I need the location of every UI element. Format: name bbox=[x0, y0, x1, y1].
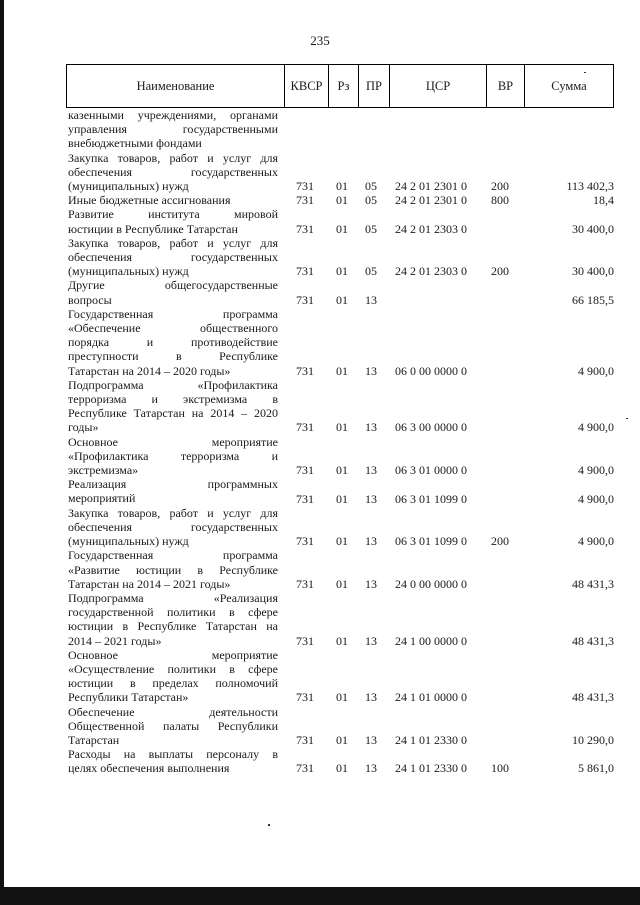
scan-speck bbox=[268, 824, 270, 826]
row-name bbox=[66, 307, 278, 378]
row-kvsr: 731 bbox=[296, 179, 314, 194]
row-kvsr: 731 bbox=[296, 576, 314, 591]
row-csr: 06 3 01 0000 0 bbox=[395, 463, 467, 478]
row-csr: 24 1 01 2330 0 bbox=[395, 732, 467, 747]
row-name-line: Татарстан bbox=[68, 732, 120, 747]
row-name bbox=[66, 477, 278, 505]
row-name bbox=[66, 108, 278, 151]
table-row bbox=[66, 435, 614, 478]
row-pr: 13 bbox=[365, 292, 377, 307]
row-name-line: «Осуществление политики в сфере bbox=[68, 661, 278, 676]
row-name bbox=[66, 435, 278, 478]
row-name-line: обеспечения государственных bbox=[68, 164, 278, 179]
row-pr: 13 bbox=[365, 633, 377, 648]
page-number: 235 bbox=[310, 33, 330, 48]
row-vr: 200 bbox=[491, 534, 509, 549]
row-rz: 01 bbox=[336, 292, 348, 307]
row-rz: 01 bbox=[336, 463, 348, 478]
row-sum: 4 900,0 bbox=[578, 463, 614, 478]
row-name-line: Государственная программа bbox=[68, 548, 278, 563]
row-name bbox=[66, 506, 278, 549]
row-name-line: терроризма и экстремизма в bbox=[68, 392, 278, 407]
row-pr: 13 bbox=[365, 463, 377, 478]
row-csr: 06 0 00 0000 0 bbox=[395, 363, 467, 378]
row-sum: 48 431,3 bbox=[572, 690, 614, 705]
row-kvsr: 731 bbox=[296, 221, 314, 236]
row-pr: 13 bbox=[365, 420, 377, 435]
row-rz: 01 bbox=[336, 221, 348, 236]
row-pr: 05 bbox=[365, 179, 377, 194]
header-vr: ВР bbox=[487, 65, 525, 107]
row-name-line: «Обеспечение общественного bbox=[68, 321, 278, 336]
row-sum: 66 185,5 bbox=[572, 292, 614, 307]
row-name-line: Развитие института мировой bbox=[68, 207, 278, 222]
row-name-line: преступности в Республике bbox=[68, 349, 278, 364]
row-name-line: Реализация программных bbox=[68, 477, 278, 492]
row-name-line: Закупка товаров, работ и услуг для bbox=[68, 505, 278, 520]
row-pr: 13 bbox=[365, 690, 377, 705]
row-kvsr: 731 bbox=[296, 193, 314, 208]
row-pr: 13 bbox=[365, 363, 377, 378]
row-name-line: вопросы bbox=[68, 292, 112, 307]
table-row bbox=[66, 591, 614, 648]
table-row bbox=[66, 548, 614, 591]
row-name-line: Республики Татарстан» bbox=[68, 690, 189, 705]
header-name: Наименование bbox=[67, 65, 285, 107]
table-row bbox=[66, 747, 614, 775]
row-pr: 13 bbox=[365, 491, 377, 506]
row-name-line: целях обеспечения выполнения bbox=[68, 761, 230, 776]
row-sum: 4 900,0 bbox=[578, 363, 614, 378]
row-rz: 01 bbox=[336, 761, 348, 776]
row-vr: 200 bbox=[491, 264, 509, 279]
row-csr: 24 1 00 0000 0 bbox=[395, 633, 467, 648]
row-sum: 4 900,0 bbox=[578, 491, 614, 506]
row-rz: 01 bbox=[336, 179, 348, 194]
table-row bbox=[66, 278, 614, 306]
row-csr: 24 0 00 0000 0 bbox=[395, 576, 467, 591]
row-name bbox=[66, 591, 278, 648]
row-name bbox=[66, 193, 278, 207]
row-name bbox=[66, 236, 278, 279]
table-row bbox=[66, 307, 614, 378]
row-kvsr: 731 bbox=[296, 732, 314, 747]
row-name-line: Основное мероприятие bbox=[68, 647, 278, 662]
row-vr: 200 bbox=[491, 179, 509, 194]
row-name bbox=[66, 207, 278, 235]
row-name-line: годы» bbox=[68, 420, 99, 435]
row-name-line: (муниципальных) нужд bbox=[68, 179, 189, 194]
row-name-line: юстиции в Республике Татарстан bbox=[68, 221, 238, 236]
table-body bbox=[66, 108, 614, 776]
row-csr: 06 3 01 1099 0 bbox=[395, 534, 467, 549]
row-name-line: казенными учреждениями, органами bbox=[68, 108, 278, 122]
row-name bbox=[66, 747, 278, 775]
row-pr: 05 bbox=[365, 221, 377, 236]
row-sum: 48 431,3 bbox=[572, 633, 614, 648]
row-name-line: Подпрограмма «Реализация bbox=[68, 590, 278, 605]
table-row bbox=[66, 108, 614, 151]
row-name-line: 2014 – 2021 годы» bbox=[68, 633, 162, 648]
row-name-line: «Развитие юстиции в Республике bbox=[68, 562, 278, 577]
row-name-line: Татарстан на 2014 – 2020 годы» bbox=[68, 363, 231, 378]
row-kvsr: 731 bbox=[296, 463, 314, 478]
row-vr: 800 bbox=[491, 193, 509, 208]
row-name bbox=[66, 378, 278, 435]
row-sum: 10 290,0 bbox=[572, 732, 614, 747]
table-row bbox=[66, 648, 614, 705]
row-name-line: Основное мероприятие bbox=[68, 434, 278, 449]
scan-bottom-edge bbox=[0, 887, 640, 905]
row-name-line: государственной политики в сфере bbox=[68, 605, 278, 620]
row-csr: 06 3 00 0000 0 bbox=[395, 420, 467, 435]
row-name-line: (муниципальных) нужд bbox=[68, 534, 189, 549]
row-pr: 05 bbox=[365, 264, 377, 279]
header-pr: ПР bbox=[359, 65, 390, 107]
row-kvsr: 731 bbox=[296, 690, 314, 705]
row-rz: 01 bbox=[336, 576, 348, 591]
row-name bbox=[66, 548, 278, 591]
table-row bbox=[66, 236, 614, 279]
row-pr: 13 bbox=[365, 732, 377, 747]
table-row bbox=[66, 705, 614, 748]
row-kvsr: 731 bbox=[296, 264, 314, 279]
row-rz: 01 bbox=[336, 534, 348, 549]
row-rz: 01 bbox=[336, 732, 348, 747]
row-name bbox=[66, 705, 278, 748]
scan-speck bbox=[584, 72, 586, 73]
budget-table bbox=[66, 64, 614, 776]
row-name-line: обеспечения государственных bbox=[68, 250, 278, 265]
scan-speck bbox=[626, 418, 628, 419]
table-row bbox=[66, 378, 614, 435]
row-vr: 100 bbox=[491, 761, 509, 776]
scan-left-edge bbox=[0, 0, 4, 905]
row-kvsr: 731 bbox=[296, 363, 314, 378]
header-kvsr: КВСР bbox=[285, 65, 329, 107]
row-name-line: Общественной палаты Республики bbox=[68, 718, 278, 733]
row-sum: 4 900,0 bbox=[578, 420, 614, 435]
row-kvsr: 731 bbox=[296, 534, 314, 549]
row-name bbox=[66, 151, 278, 194]
row-name-line: «Профилактика терроризма и bbox=[68, 448, 278, 463]
row-rz: 01 bbox=[336, 491, 348, 506]
row-name bbox=[66, 648, 278, 705]
header-csr: ЦСР bbox=[390, 65, 487, 107]
row-rz: 01 bbox=[336, 633, 348, 648]
row-csr: 24 1 01 0000 0 bbox=[395, 690, 467, 705]
row-sum: 113 402,3 bbox=[566, 179, 614, 194]
row-name-line: Расходы на выплаты персоналу в bbox=[68, 747, 278, 762]
row-csr: 24 1 01 2330 0 bbox=[395, 761, 467, 776]
header-sum: Сумма bbox=[551, 78, 587, 93]
row-rz: 01 bbox=[336, 690, 348, 705]
row-name-line: мероприятий bbox=[68, 491, 136, 506]
header-rz: Рз bbox=[329, 65, 359, 107]
row-name-line: обеспечения государственных bbox=[68, 519, 278, 534]
row-name-line: юстиции в Республике Татарстан на bbox=[68, 619, 278, 634]
row-csr: 24 2 01 2301 0 bbox=[395, 179, 467, 194]
table-row bbox=[66, 506, 614, 549]
row-name-line: управления государственными bbox=[68, 122, 278, 137]
row-kvsr: 731 bbox=[296, 761, 314, 776]
row-name-line: Подпрограмма «Профилактика bbox=[68, 377, 278, 392]
row-sum: 30 400,0 bbox=[572, 264, 614, 279]
row-kvsr: 731 bbox=[296, 420, 314, 435]
row-sum: 5 861,0 bbox=[578, 761, 614, 776]
row-csr: 24 2 01 2301 0 bbox=[395, 193, 467, 208]
row-name-line: Закупка товаров, работ и услуг для bbox=[68, 235, 278, 250]
row-name-line: Другие общегосударственные bbox=[68, 278, 278, 293]
row-name-line: Татарстан на 2014 – 2021 годы» bbox=[68, 576, 231, 591]
row-kvsr: 731 bbox=[296, 491, 314, 506]
row-pr: 13 bbox=[365, 576, 377, 591]
row-name-line: внебюджетными фондами bbox=[68, 136, 202, 151]
table-header bbox=[66, 64, 614, 108]
row-name-line: Государственная программа bbox=[68, 306, 278, 321]
row-rz: 01 bbox=[336, 420, 348, 435]
row-csr: 24 2 01 2303 0 bbox=[395, 221, 467, 236]
row-name-line: (муниципальных) нужд bbox=[68, 264, 189, 279]
row-csr: 06 3 01 1099 0 bbox=[395, 491, 467, 506]
row-sum: 4 900,0 bbox=[578, 534, 614, 549]
row-pr: 05 bbox=[365, 193, 377, 208]
row-csr: 24 2 01 2303 0 bbox=[395, 264, 467, 279]
row-name-line: Обеспечение деятельности bbox=[68, 704, 278, 719]
row-name-line: порядка и противодействие bbox=[68, 335, 278, 350]
row-name-line: экстремизма» bbox=[68, 463, 139, 478]
row-kvsr: 731 bbox=[296, 633, 314, 648]
table-row bbox=[66, 193, 614, 207]
table-row bbox=[66, 207, 614, 235]
row-sum: 30 400,0 bbox=[572, 221, 614, 236]
row-sum: 18,4 bbox=[593, 193, 614, 208]
row-sum: 48 431,3 bbox=[572, 576, 614, 591]
row-name-line: Закупка товаров, работ и услуг для bbox=[68, 150, 278, 165]
row-name-line: Иные бюджетные ассигнования bbox=[68, 193, 231, 208]
row-name-line: Республике Татарстан на 2014 – 2020 bbox=[68, 406, 278, 421]
row-rz: 01 bbox=[336, 363, 348, 378]
row-pr: 13 bbox=[365, 534, 377, 549]
row-rz: 01 bbox=[336, 193, 348, 208]
row-name bbox=[66, 278, 278, 306]
row-rz: 01 bbox=[336, 264, 348, 279]
table-row bbox=[66, 477, 614, 505]
table-row bbox=[66, 151, 614, 194]
row-pr: 13 bbox=[365, 761, 377, 776]
row-kvsr: 731 bbox=[296, 292, 314, 307]
row-name-line: юстиции в пределах полномочий bbox=[68, 676, 278, 691]
